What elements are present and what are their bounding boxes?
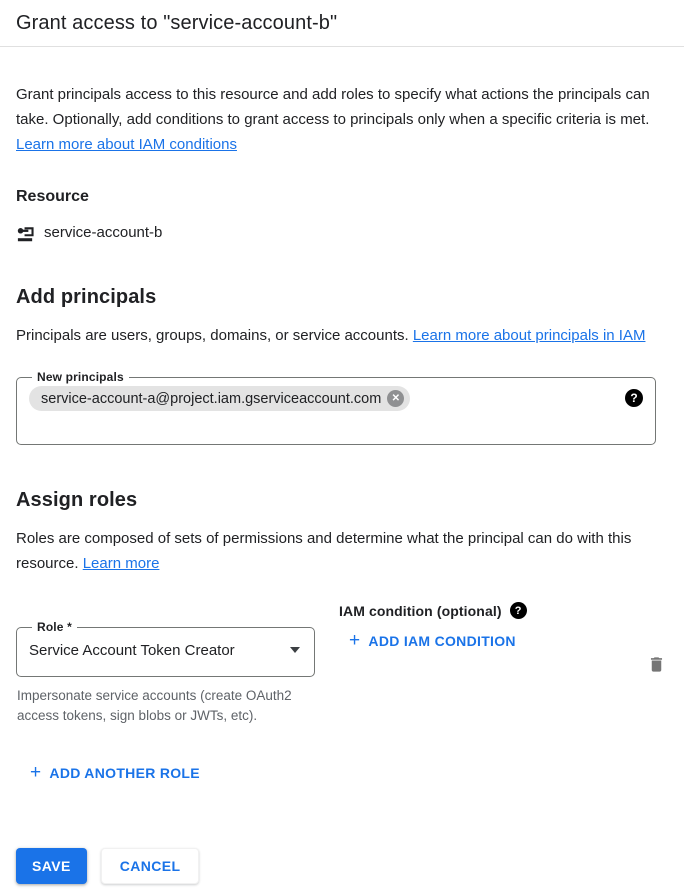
roles-learn-more-link[interactable]: Learn more [82,555,160,572]
intro-text [16,82,668,157]
add-another-role-label: ADD ANOTHER ROLE [49,765,200,781]
save-button[interactable]: SAVE [16,848,87,884]
add-another-role-button[interactable] [22,759,208,787]
role-select[interactable] [16,620,315,677]
principals-help-icon[interactable]: ? [625,389,643,407]
cancel-button[interactable]: CANCEL [101,848,200,884]
dialog-actions [16,848,668,884]
condition-column [339,598,628,726]
role-column [16,598,315,726]
trash-icon [647,662,666,677]
dropdown-arrow-icon [290,647,300,653]
delete-column [628,598,668,726]
new-principals-field[interactable] [16,370,656,445]
roles-description [16,526,668,576]
service-account-icon [16,223,35,242]
chip-remove-icon[interactable]: ✕ [387,390,404,407]
condition-label-row [339,598,628,619]
role-select-value: Service Account Token Creator [29,641,235,659]
new-principals-label: New principals [37,370,124,384]
roles-description-body: Roles are composed of sets of permissions and determine what the principal can do with this resource. [16,530,632,572]
plus-icon: + [349,630,361,651]
add-principals-heading: Add principals [16,286,157,308]
role-select-value-row[interactable] [29,634,302,668]
add-iam-condition-label: ADD IAM CONDITION [368,633,516,649]
condition-label: IAM condition (optional) [339,602,502,619]
dialog-title: Grant access to "service-account-b" [16,12,338,34]
role-helper-text: Impersonate service accounts (create OAuth2 access tokens, sign blobs or JWTs, etc). [17,688,292,723]
dialog-header [0,0,684,47]
resource-heading: Resource [16,188,89,205]
resource-row [16,223,668,242]
assign-roles-heading: Assign roles [16,489,138,511]
add-iam-condition-button[interactable] [341,627,524,655]
principals-learn-more-link[interactable]: Learn more about principals in IAM [412,327,646,344]
resource-name: service-account-b [44,224,163,241]
delete-role-button[interactable] [645,605,668,726]
iam-conditions-link[interactable]: Learn more about IAM conditions [16,136,237,153]
principals-description [16,323,668,348]
new-principals-input[interactable] [29,384,643,436]
condition-help-icon[interactable]: ? [510,602,527,619]
principal-chip-text: service-account-a@project.iam.gserviceaccount.com [41,390,382,407]
dialog-content [0,82,684,884]
intro-text-body: Grant principals access to this resource and add roles to specify what actions the principals can take. Optionally, add conditions to grant access to principals only when a specific criteria is met. [16,86,650,128]
role-assignment-row [16,598,668,726]
principals-description-body: Principals are users, groups, domains, or service accounts. [16,327,413,344]
principal-chip [29,386,410,411]
plus-icon: + [30,762,42,783]
role-select-label: Role * [37,620,72,634]
